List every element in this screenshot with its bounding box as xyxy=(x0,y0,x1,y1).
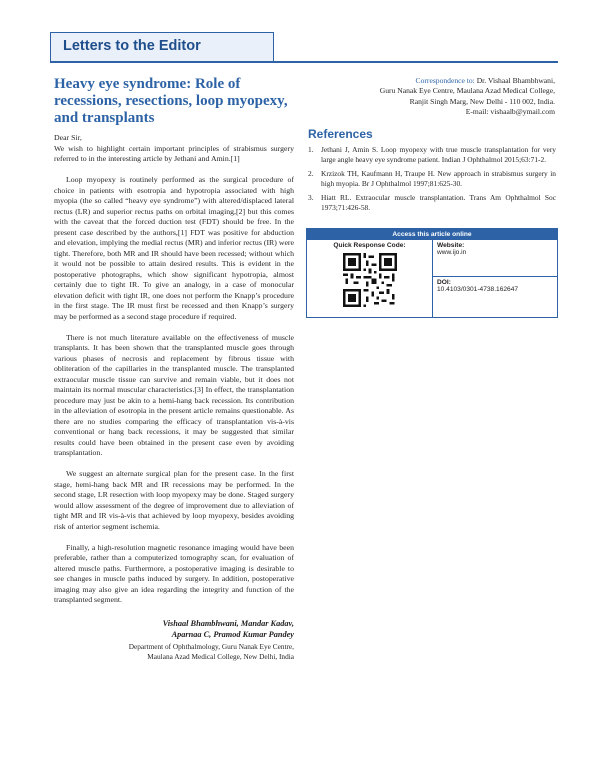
correspondence-block xyxy=(318,76,555,118)
paragraph-2: There is not much literature available on the effectiveness of muscle transplants. It has been shown that the transplanted muscle goes through various phases of necrosis and replacement by fibrous tissue with obliteration of the capillaries in the transplanted muscle. The transplanted extraocular muscle tissue can survive and remain viable, but it does not maintain its normal muscular characteristics.[3] In effect, the transplantation procedure may just be akin to a hemi-hang back recession. Its contribution in the alleviation of esotropia in the present article remains questionable. As there are no studies comparing the efficacy of transplantation vis-à-vis conventional or hang back recessions, it may be suggested that similar results could have been obtained in the present case even by avoiding transplantation. xyxy=(54,332,294,457)
reference-text: Krzizok TH, Kaufmann H, Traupe H. New approach in strabismus surgery in high myopia. Br J Ophthalmol 1997;81:625-30. xyxy=(321,169,556,188)
paragraph-4: Finally, a high-resolution magnetic resonance imaging would have been preferable, rather than a computerized tomography scan, for evaluation of altered muscle paths. Furthermore, a postoperative imaging is desirable to see changes in muscle paths induced by surgery. In addition, postoperative imaging may also give an idea regarding the integrity and function of the transplanted segment. xyxy=(54,542,294,604)
correspondence-name: Dr. Vishaal Bhambhwani, xyxy=(476,76,555,85)
references-heading: References xyxy=(308,127,373,141)
affiliation-line-2: Maulana Azad Medical College, New Delhi, India xyxy=(147,651,294,661)
references-list xyxy=(308,145,556,217)
qr-code-icon[interactable] xyxy=(343,253,397,307)
website-label: Website: xyxy=(437,242,465,249)
doi-label: DOI: xyxy=(437,279,451,286)
correspondence-address-1: Guru Nanak Eye Centre, Maulana Azad Medical College, xyxy=(379,86,555,96)
reference-number: 2. xyxy=(308,169,314,178)
salutation: Dear Sir, xyxy=(54,133,82,142)
correspondence-address-2: Ranjit Singh Marg, New Delhi - 110 002, India. xyxy=(409,96,555,106)
author-list xyxy=(54,618,294,640)
affiliation xyxy=(54,642,294,662)
intro-paragraph: We wish to highlight certain important principles of strabismus surgery referred to in the interesting article by Jethani and Amin.[1] xyxy=(54,143,294,163)
reference-number: 3. xyxy=(308,193,314,202)
paragraph-1: Loop myopexy is routinely performed as the surgical procedure of choice in patients with esotropia and hypotropia associated with high myopia (the so called “heavy eye syndrome”) with altered/displaced lateral rectus (LR) and superior rectus paths on orbital imaging,[2] but this comes with the caveat that the forced duction test (FDT) should be free. In the present case described by the authors,[1] FDT was positive for abduction and elevation, implying the medial rectus (MR) and inferior rectus (IR) were tight. Therefore, both MR and IR should have been recessed; without which it would not be possible to attain desired results. This is evident in the postoperative photographs, which show significant hypotropia, almost certainly due to tight IR. To give an analogy, in a case of monocular elevation deficit with tight IR, one does not perform the Knapp’s procedure in the first stage. The IR must first be recessed and then Knapp’s surgery may be performed as a second stage procedure if required. xyxy=(54,175,294,321)
affiliation-line-1: Department of Ophthalmology, Guru Nanak Eye Centre, xyxy=(128,641,294,651)
doi-value[interactable]: 10.4103/0301-4738.162647 xyxy=(437,286,519,293)
reference-text: Hiatt RL. Extraocular muscle transplantation. Trans Am Ophthalmol Soc 1973;71:426-58. xyxy=(321,193,556,212)
access-banner: Access this article online xyxy=(307,229,557,240)
reference-text: Jethani J, Amin S. Loop myopexy with true muscle transplantation for very large angle heavy eye syndrome patient. Indian J Ophthalmol 2015;63:71-2. xyxy=(321,145,556,164)
section-header xyxy=(50,32,274,62)
reference-item xyxy=(308,145,556,165)
website-block xyxy=(433,240,557,276)
doi-block xyxy=(433,276,557,312)
correspondence-email[interactable]: E-mail: vishaalb@ymail.com xyxy=(465,107,555,117)
access-info xyxy=(433,240,557,317)
access-online-box xyxy=(306,228,558,318)
correspondence-label: Correspondence to: xyxy=(415,76,475,85)
section-header-label: Letters to the Editor xyxy=(63,38,201,54)
qr-cell xyxy=(307,240,433,317)
authors-line-1: Vishaal Bhambhwani, Mandar Kadav, xyxy=(162,618,294,628)
reference-item xyxy=(308,169,556,189)
reference-item xyxy=(308,193,556,213)
website-link[interactable]: www.ijo.in xyxy=(437,249,467,256)
article-title: Heavy eye syndrome: Role of recessions, resections, loop myopexy, and transplants xyxy=(54,76,288,126)
reference-number: 1. xyxy=(308,145,314,154)
letter-body xyxy=(54,133,294,662)
authors-line-2: Aparnaa C, Pramod Kumar Pandey xyxy=(171,629,294,639)
header-rule xyxy=(50,61,558,63)
paragraph-3: We suggest an alternate surgical plan for the present case. In the first stage, hemi-hang back MR and IR recessions may be performed. In the second stage, LR resection with loop myopexy may be done. Staged surgery would allow assessment of the degree of improvement due to alleviation of tight MR and IR vis-à-vis that achieved by loop myopexy, besides avoiding risk of anterior segment ischemia. xyxy=(54,469,294,531)
qr-label: Quick Response Code: xyxy=(333,242,406,249)
